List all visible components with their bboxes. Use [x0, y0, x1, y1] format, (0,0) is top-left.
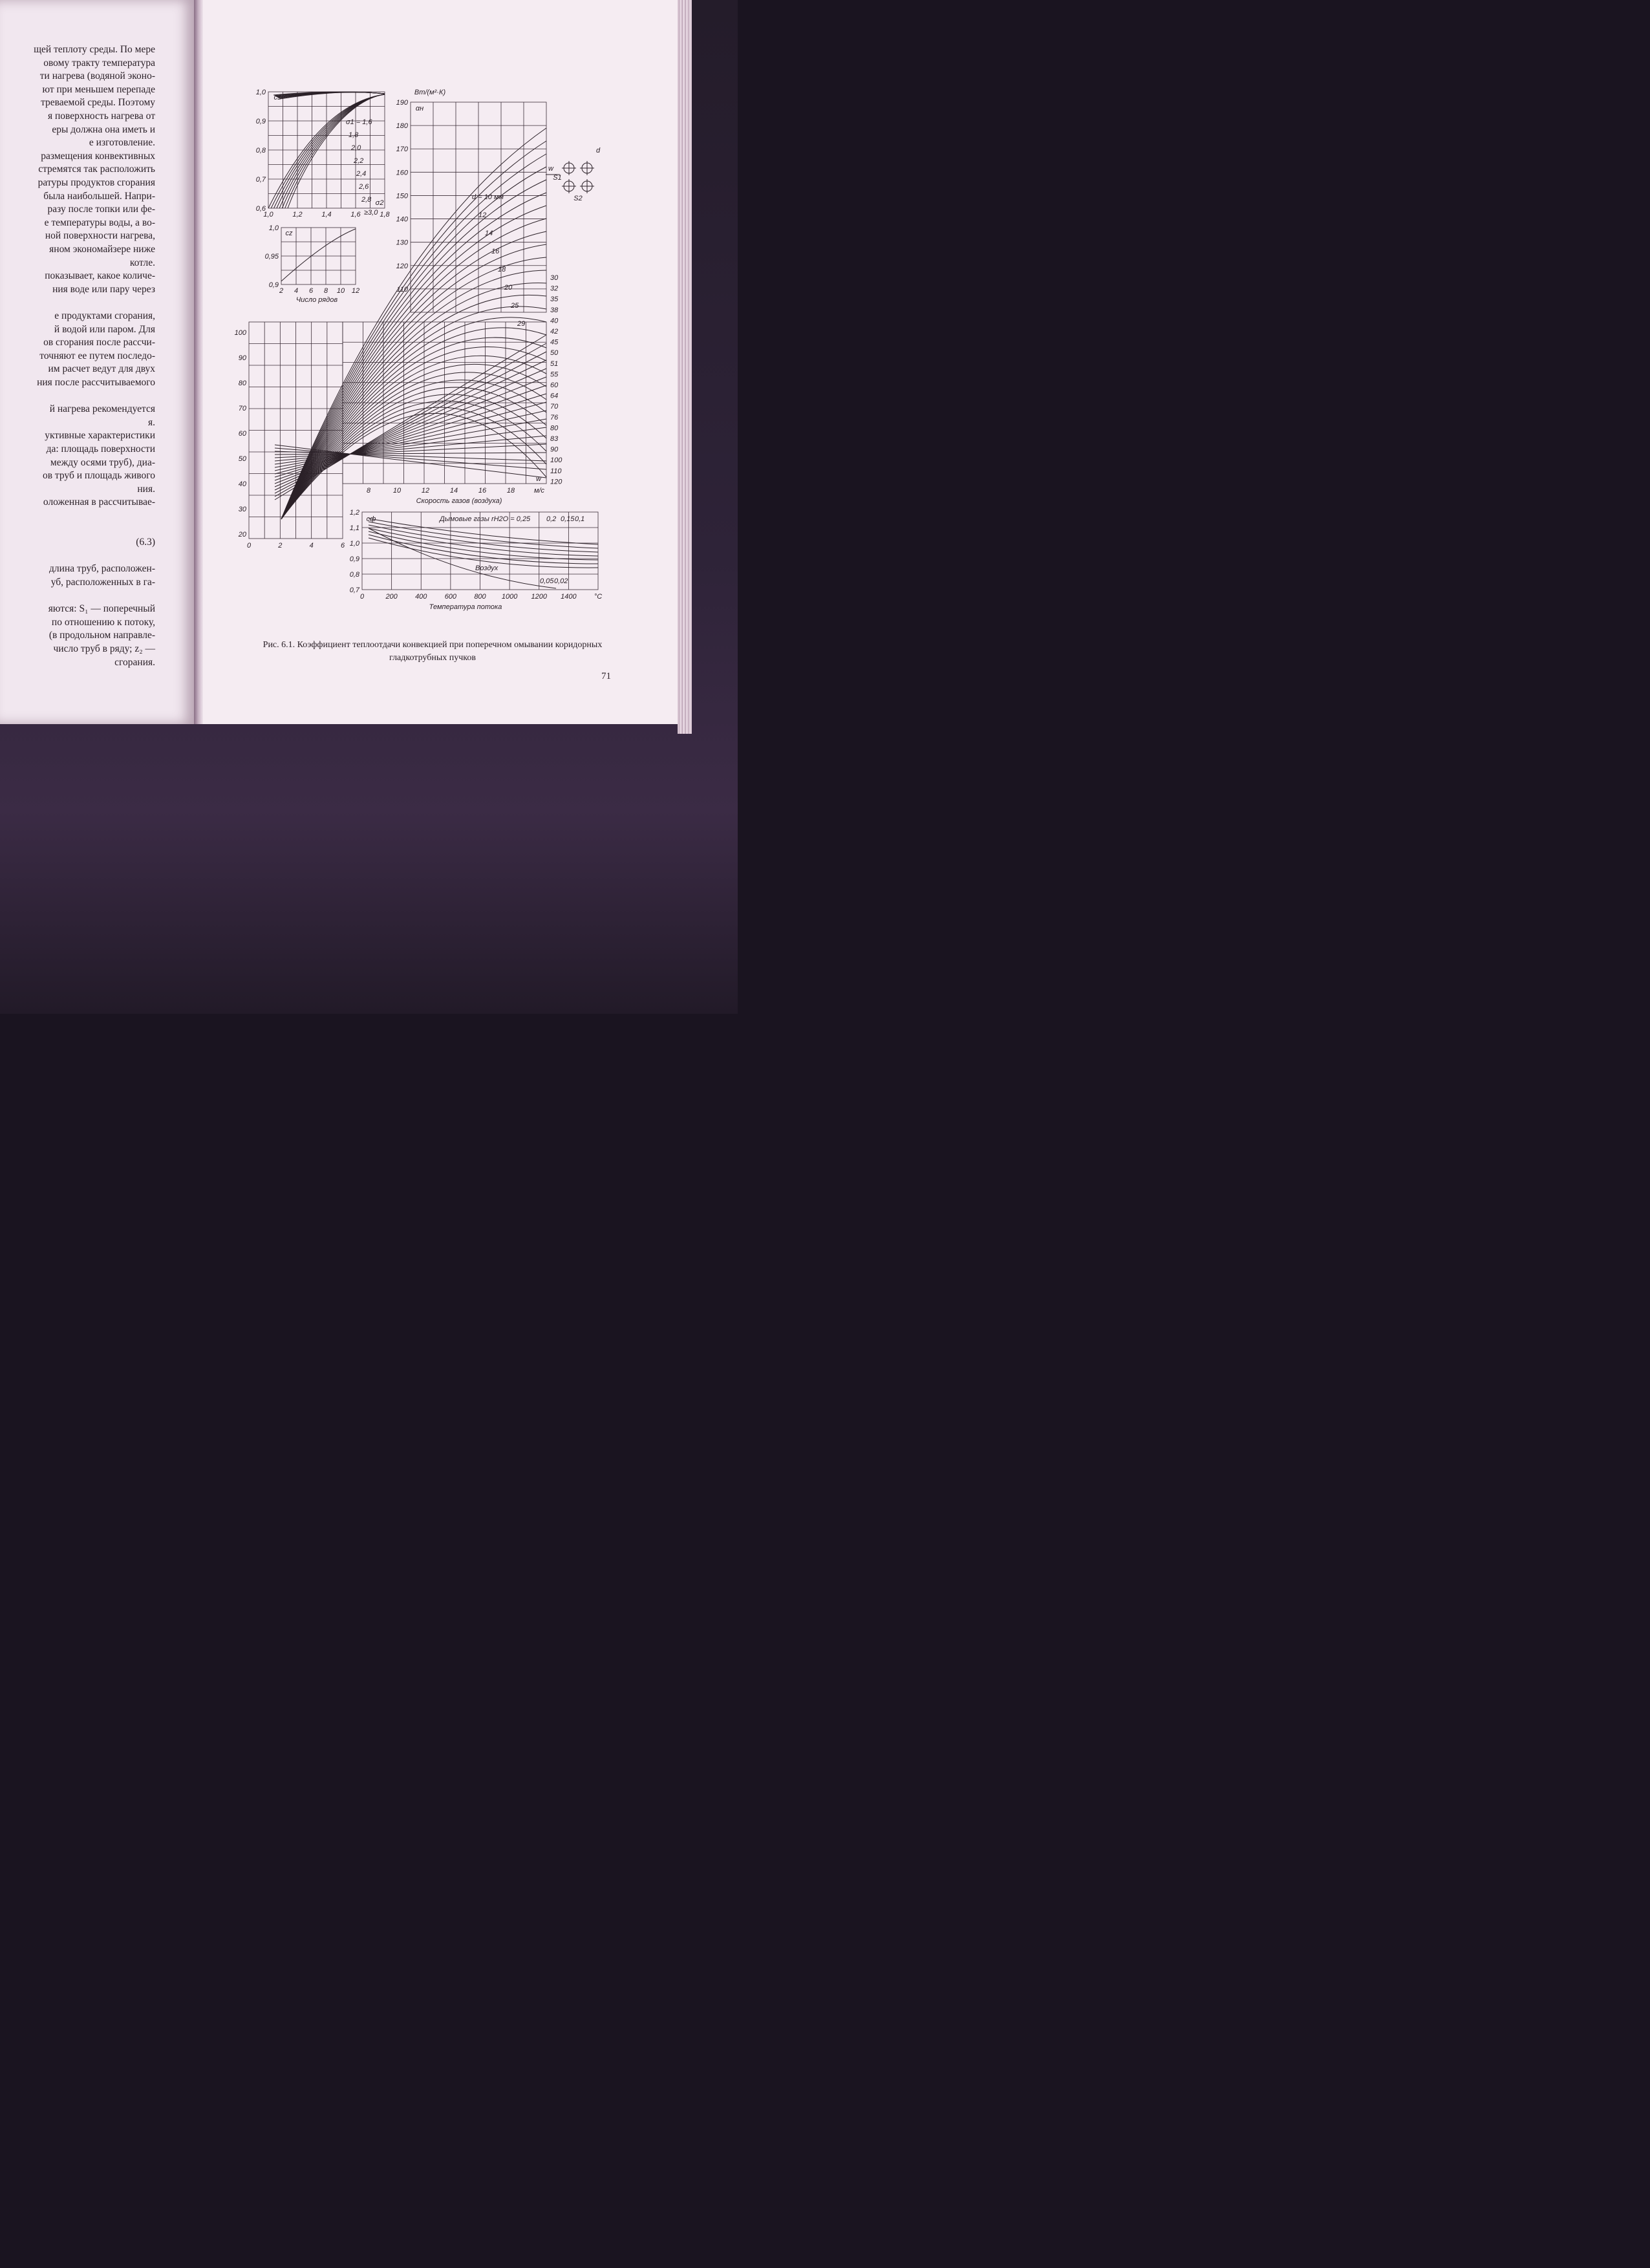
cf-tick-x: °С	[594, 593, 603, 601]
cz-tick-x: 10	[336, 287, 345, 295]
diameter-scale-tick: 35	[550, 295, 559, 304]
tube-s2-label: S2	[573, 195, 583, 202]
text-line: овому тракту температура	[43, 57, 155, 69]
text-line: по отношению к потоку,	[51, 616, 155, 628]
sigma1-label: 2,2	[354, 157, 364, 165]
text-line: ов труб и площадь живого	[42, 470, 155, 482]
diameter-label: 12	[478, 211, 487, 219]
cz-tick-x: 6	[308, 287, 314, 295]
book-gutter	[194, 0, 203, 724]
main-tick-y: 40	[238, 480, 246, 488]
main-tick-x: 0	[246, 542, 252, 550]
text-line: я.	[147, 416, 155, 428]
cs-tick-y: 0,9	[255, 118, 266, 125]
sigma1-label: ≥3,0	[364, 209, 378, 217]
speed-tick-x: 16	[478, 487, 487, 495]
diameter-scale-tick: 80	[550, 424, 559, 433]
diameter-curve	[281, 231, 546, 519]
cs-curve	[285, 94, 385, 208]
alpha-tick-y: 150	[396, 192, 408, 200]
page-edges	[678, 0, 692, 734]
cf-tick-x: 1200	[531, 593, 547, 601]
cz-tick-x: 4	[294, 287, 299, 295]
text-line: е изготовление.	[89, 137, 155, 149]
air-label: Воздух	[475, 564, 498, 572]
main-tick-y: 30	[238, 506, 246, 513]
alpha-unit: Вт/(м²·К)	[414, 89, 446, 96]
diameter-scale-tick: 90	[550, 445, 559, 454]
diameter-scale-tick: 64	[550, 392, 559, 400]
page-number: 71	[601, 671, 611, 681]
cz-axis-label: Число рядов	[295, 296, 338, 304]
text-line: й водой или паром. Для	[54, 323, 155, 335]
text-line: яном экономайзере ниже	[49, 244, 155, 255]
text-line: (6.3)	[136, 537, 155, 548]
alpha-label: αн	[415, 105, 424, 112]
main-tick-x: 6	[340, 542, 345, 550]
text-line: показывает, какое количе-	[45, 270, 155, 282]
sigma1-label: 2,4	[356, 170, 367, 178]
text-line: й нагрева рекомендуется	[49, 403, 155, 415]
sigma1-label: 2,6	[359, 183, 369, 191]
cf-tick-x: 1000	[501, 593, 518, 601]
cz-tick-y: 0,95	[264, 253, 279, 261]
diameter-label: 14	[485, 230, 493, 237]
cs-tick-x: 1,0	[263, 211, 273, 219]
w-label: w	[536, 475, 541, 483]
diameter-scale-tick: 76	[550, 413, 559, 422]
diameter-curve	[281, 372, 546, 519]
speed-tick-x: м/с	[533, 487, 545, 495]
gas-label: Дымовые газы rH2O = 0,25	[440, 515, 531, 523]
diameter-scale-tick: 32	[550, 284, 559, 293]
sigma1-label: σ1 = 1,6	[346, 118, 372, 126]
alpha-tick-y: 170	[396, 145, 408, 154]
cs-curve	[279, 94, 385, 208]
cz-tick-x: 2	[279, 287, 284, 295]
diameter-scale-tick: 100	[550, 456, 562, 465]
text-line: ют при меньшем перепаде	[42, 83, 155, 95]
diameter-scale-tick: 70	[550, 403, 559, 411]
text-line: число труб в ряду; z₂ —	[53, 643, 155, 654]
cf-tick-x: 1400	[561, 593, 577, 601]
diameter-scale-tick: 120	[550, 478, 562, 486]
text-line: еры должна она иметь и	[52, 123, 155, 135]
cs-label: cs	[273, 94, 281, 102]
cf-tick-y: 1,1	[349, 524, 359, 532]
sigma1-label: 2,0	[351, 144, 361, 152]
text-line: е продуктами сгорания,	[54, 310, 155, 321]
cz-label: cz	[285, 230, 293, 237]
text-line: треваемой среды. Поэтому	[41, 97, 155, 109]
cf-tick-x: 0	[359, 593, 365, 601]
text-line: ния после рассчитываемого	[37, 377, 155, 388]
cf-tick-x: 600	[444, 593, 457, 601]
text-line: ной поверхности нагрева,	[45, 230, 155, 242]
cz-tick-x: 12	[351, 287, 360, 295]
text-line: длина труб, расположен-	[49, 563, 155, 575]
diameter-scale-tick: 30	[550, 274, 559, 282]
text-line: была наибольшей. Напри-	[43, 190, 155, 202]
sigma1-label: 1,8	[348, 131, 359, 139]
rh2o-label: 0,05	[540, 577, 554, 585]
diameter-scale-tick: 38	[550, 306, 559, 314]
cf-axis-label: Температура потока	[429, 603, 502, 611]
text-line: оложенная в рассчитывае-	[43, 497, 155, 508]
text-line: разу после топки или фе-	[47, 204, 155, 215]
cz-tick-x: 8	[323, 287, 328, 295]
cf-tick-y: 0,9	[349, 555, 359, 563]
diameter-label: 18	[498, 266, 506, 273]
text-line: уб, расположенных в га-	[50, 577, 155, 588]
alpha-tick-y: 140	[396, 215, 408, 224]
text-line: котле.	[129, 257, 155, 268]
cf-tick-x: 200	[385, 593, 398, 601]
main-tick-y: 20	[238, 531, 246, 539]
diameter-scale-tick: 45	[550, 338, 559, 347]
text-line: яются: S₁ — поперечный	[48, 603, 155, 615]
cz-tick-y: 0,9	[268, 281, 279, 289]
nomogram-figure	[233, 84, 621, 614]
alpha-tick-y: 160	[396, 169, 408, 177]
alpha-tick-y: 190	[396, 99, 408, 107]
speed-tick-x: 18	[506, 487, 515, 495]
cf-tick-y: 0,8	[349, 571, 359, 579]
text-line: е температуры воды, а во-	[44, 217, 155, 228]
main-tick-y: 100	[234, 329, 246, 337]
diameter-label: 29	[517, 320, 526, 328]
text-line: ратуры продуктов сгорания	[38, 177, 155, 188]
rh2o-label: 0,02	[554, 577, 568, 585]
diameter-scale-tick: 51	[550, 359, 559, 368]
text-line: уктивные характеристики	[45, 430, 155, 442]
alpha-tick-y: 180	[396, 122, 408, 131]
diameter-curve	[281, 401, 546, 519]
diameter-scale-tick: 50	[550, 349, 559, 358]
cs-tick-y: 0,8	[255, 147, 266, 155]
cs-tick-x: 1,8	[380, 211, 390, 219]
text-line: щей теплоту среды. По мере	[34, 44, 155, 55]
main-tick-x: 2	[278, 542, 283, 550]
text-line: между осями труб), диа-	[50, 456, 155, 468]
cf-tick-y: 1,2	[349, 509, 359, 517]
tube-s1-label: S1	[553, 174, 562, 182]
text-line: размещения конвективных	[41, 150, 155, 162]
cs-curve	[277, 94, 385, 208]
text-line: ния.	[137, 483, 155, 495]
alpha-tick-y: 110	[396, 285, 408, 294]
rh2o-label: 0,15	[561, 515, 575, 523]
main-tick-y: 70	[238, 405, 246, 412]
text-line: ов сгорания после рассчи-	[43, 337, 155, 348]
diameter-scale-tick: 42	[550, 328, 559, 336]
text-line: ти нагрева (водяной эконо-	[39, 70, 155, 82]
cf-tick-x: 800	[474, 593, 486, 601]
diameter-scale-tick: 83	[550, 435, 559, 443]
diameter-label: 16	[491, 248, 500, 255]
main-tick-y: 90	[238, 354, 246, 362]
text-line: (в продольном направле-	[48, 630, 155, 641]
diameter-scale-tick: 60	[550, 381, 559, 389]
cs-curve	[274, 94, 385, 208]
cf-tick-x: 400	[415, 593, 427, 601]
cs-axis-label: σ2	[375, 199, 384, 207]
cf-tick-y: 1,0	[349, 540, 359, 548]
cs-tick-x: 1,2	[292, 211, 303, 219]
speed-tick-x: 10	[392, 487, 402, 495]
cf-tick-y: 0,7	[349, 586, 359, 594]
alpha-tick-y: 130	[396, 239, 408, 247]
tube-d-label: d	[595, 147, 601, 155]
figure-caption: Рис. 6.1. Коэффициент теплоотдачи конвекцией при поперечном омывании коридорных гладкотрубных пучков	[262, 640, 603, 663]
text-line: им расчет ведут для двух	[48, 363, 155, 375]
flow-label: w	[548, 165, 553, 173]
sigma1-label: 2,8	[361, 196, 372, 204]
cs-tick-x: 1,6	[350, 211, 361, 219]
text-line: сгорания.	[114, 656, 155, 668]
diameter-label: 20	[504, 284, 513, 292]
diameter-scale-tick: 55	[550, 370, 559, 379]
cs-tick-y: 0,6	[255, 205, 266, 213]
text-line: я поверхность нагрева от	[47, 111, 155, 122]
diameter-label: d = 10 мм	[472, 193, 504, 201]
cs-tick-y: 0,7	[255, 176, 266, 184]
cs-tick-y: 1,0	[255, 89, 266, 96]
main-tick-x: 4	[309, 542, 314, 550]
rh2o-label: 0,1	[575, 515, 585, 523]
alpha-tick-y: 120	[396, 262, 408, 270]
speed-tick-x: 8	[366, 487, 371, 495]
main-tick-y: 60	[238, 430, 246, 438]
cz-tick-y: 1,0	[268, 224, 279, 232]
left-page	[0, 0, 194, 724]
diameter-scale-tick: 40	[550, 317, 559, 325]
text-line: ния воде или пару через	[52, 283, 155, 295]
nomogram-svg	[233, 84, 621, 614]
speed-tick-x: 12	[421, 487, 430, 495]
main-tick-y: 50	[238, 455, 246, 463]
diameter-scale-tick: 110	[550, 467, 562, 475]
diameter-curve	[281, 295, 546, 519]
text-line: точняют ее путем последо-	[39, 350, 155, 361]
cs-tick-x: 1,4	[321, 211, 332, 219]
main-tick-y: 80	[238, 380, 246, 387]
rh2o-label: 0,2	[546, 515, 557, 523]
text-line: стремятся так расположить	[38, 164, 155, 175]
speed-axis-label: Скорость газов (воздуха)	[416, 497, 502, 505]
cf-label: cф	[366, 515, 376, 523]
cs-curve	[271, 94, 385, 208]
speed-tick-x: 14	[449, 487, 458, 495]
text-line: да: площадь поверхности	[46, 444, 155, 455]
diameter-label: 25	[511, 302, 519, 310]
